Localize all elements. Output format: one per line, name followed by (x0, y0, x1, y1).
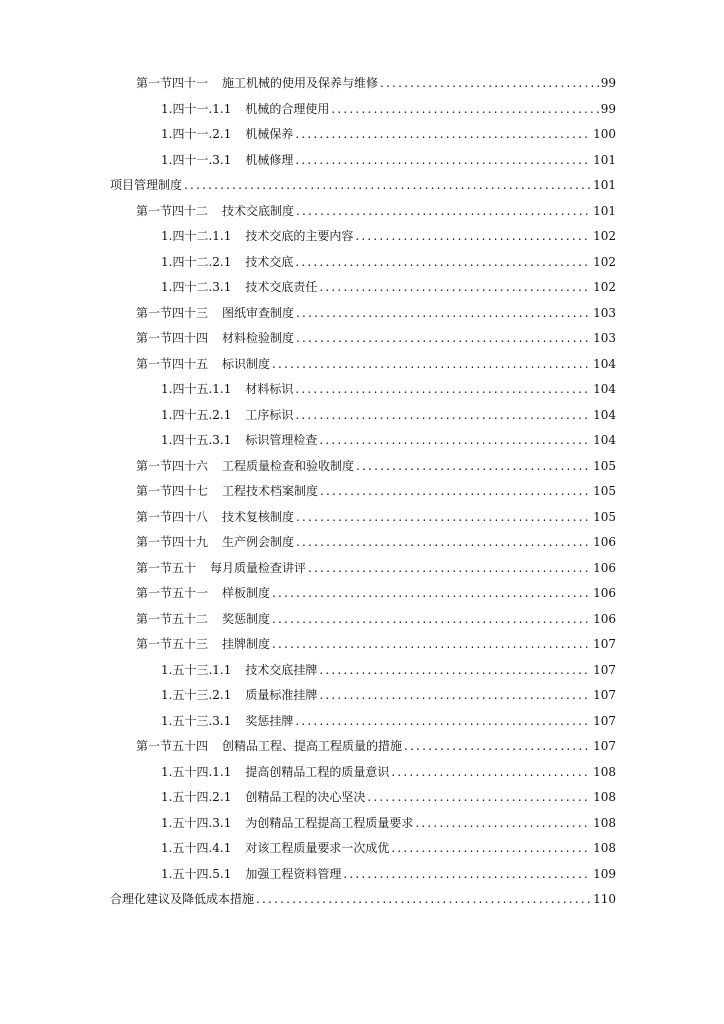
toc-entry-page-number: 99 (600, 101, 616, 116)
toc-entry-page-number: 107 (593, 688, 616, 702)
toc-entry-text: 为创精品工程提高工程质量要求 (245, 815, 414, 830)
toc-entry-page-number: 104 (593, 356, 616, 371)
toc-entry-page-number: 107 (593, 713, 616, 728)
dot-leader (319, 683, 591, 709)
toc-entry-page-number: 103 (593, 331, 616, 345)
toc-entry[interactable] (136, 530, 616, 556)
toc-entry-title (161, 377, 293, 403)
toc-entry[interactable] (161, 760, 616, 786)
dot-leader (380, 71, 599, 97)
toc-entry-text: 加强工程资料管理 (245, 866, 342, 881)
toc-entry-title (110, 887, 254, 913)
dot-leader (319, 275, 591, 301)
toc-entry[interactable] (161, 250, 616, 276)
dot-leader (415, 811, 591, 837)
toc-entry-page-number: 102 (593, 254, 616, 269)
dot-leader (296, 199, 591, 225)
toc-entry[interactable] (161, 709, 616, 735)
toc-entry-page-number: 108 (593, 841, 616, 855)
toc-entry-page-number: 107 (593, 662, 616, 677)
toc-entry-text: 质量标准挂牌 (245, 688, 318, 702)
toc-entry-text: 挂牌制度 (222, 637, 271, 651)
toc-entry-page-number: 101 (593, 178, 616, 192)
toc-entry-number: 第一节四十一 (136, 76, 209, 90)
toc-entry-title (136, 454, 354, 480)
dot-leader (272, 352, 591, 378)
toc-entry[interactable] (161, 148, 616, 174)
dot-leader (295, 709, 591, 735)
toc-entry-text: 项目管理制度 (110, 178, 183, 192)
toc-entry[interactable] (136, 556, 616, 582)
toc-entry-number: 1.四十二.2.1 (161, 254, 232, 269)
toc-entry-title (136, 199, 294, 225)
toc-entry-number: 第一节五十四 (136, 739, 209, 753)
dot-leader (184, 173, 591, 199)
toc-entry[interactable] (136, 326, 616, 352)
dot-leader (272, 632, 591, 658)
toc-entry-number: 第一节四十九 (136, 535, 209, 549)
toc-entry[interactable] (161, 428, 616, 454)
toc-entry[interactable] (136, 607, 616, 633)
toc-entry-page-number: 103 (593, 305, 616, 320)
toc-entry-text: 材料标识 (245, 382, 294, 396)
toc-entry-page-number: 99 (600, 76, 616, 90)
toc-entry[interactable] (136, 454, 616, 480)
toc-entry-number: 1.四十五.3.1 (161, 433, 232, 447)
dot-leader (356, 454, 591, 480)
toc-entry[interactable] (161, 122, 616, 148)
toc-entry-text: 创精品工程、提高工程质量的措施 (222, 739, 403, 753)
dot-leader (296, 505, 591, 531)
dot-leader (320, 479, 591, 505)
dot-leader (296, 530, 591, 556)
toc-entry[interactable] (161, 97, 616, 123)
toc-entry-title (161, 224, 353, 250)
toc-entry-text: 奖惩挂牌 (245, 713, 294, 728)
toc-entry-number: 第一节五十三 (136, 637, 209, 651)
toc-entry-text: 机械保养 (245, 127, 294, 141)
dot-leader (272, 607, 591, 633)
toc-entry-title (136, 581, 270, 607)
toc-entry-title (136, 530, 294, 556)
toc-entry-text: 工序标识 (245, 407, 294, 422)
toc-entry-number: 1.五十三.3.1 (161, 713, 232, 728)
dot-leader (272, 581, 591, 607)
toc-entry-title (161, 683, 317, 709)
toc-entry[interactable] (136, 479, 616, 505)
toc-entry-page-number: 106 (593, 560, 616, 575)
toc-entry[interactable] (161, 377, 616, 403)
toc-entry-text: 技术交底责任 (245, 280, 318, 294)
toc-entry-title (161, 811, 413, 837)
toc-entry-title (161, 97, 329, 123)
dot-leader (295, 250, 591, 276)
toc-entry-page-number: 102 (593, 229, 616, 243)
toc-entry-number: 1.四十一.3.1 (161, 152, 232, 167)
toc-entry-text: 样板制度 (222, 586, 271, 600)
dot-leader (295, 122, 591, 148)
toc-entry[interactable] (136, 734, 616, 760)
toc-entry-page-number: 100 (593, 127, 616, 141)
dot-leader (308, 556, 591, 582)
toc-entry[interactable] (161, 811, 616, 837)
toc-entry-title (136, 352, 270, 378)
toc-entry[interactable] (136, 199, 616, 225)
toc-entry-title (161, 760, 389, 786)
toc-entry-page-number: 109 (593, 866, 616, 881)
toc-entry-text: 技术交底挂牌 (245, 662, 318, 677)
toc-entry-number: 第一节四十四 (136, 331, 209, 345)
dot-leader (343, 862, 591, 888)
toc-entry-title (161, 862, 341, 888)
toc-entry[interactable] (161, 785, 616, 811)
toc-entry-number: 第一节五十一 (136, 586, 209, 600)
toc-entry-page-number: 104 (593, 407, 616, 422)
toc-entry-title (161, 428, 317, 454)
toc-entry-text: 施工机械的使用及保养与维修 (222, 76, 379, 90)
dot-leader (355, 224, 591, 250)
toc-entry-page-number: 105 (593, 458, 616, 473)
toc-entry-title (161, 709, 293, 735)
toc-entry-number: 1.五十四.4.1 (161, 841, 232, 855)
toc-entry-number: 第一节四十七 (136, 484, 209, 498)
toc-entry-title (161, 250, 293, 276)
toc-entry-title (161, 785, 365, 811)
dot-leader (295, 377, 591, 403)
dot-leader (295, 148, 591, 174)
toc-entry[interactable] (161, 403, 616, 429)
toc-entry-page-number: 101 (593, 203, 616, 218)
toc-entry-text: 机械的合理使用 (245, 101, 330, 116)
toc-entry[interactable] (161, 862, 616, 888)
dot-leader (319, 428, 591, 454)
toc-entry[interactable] (161, 275, 616, 301)
toc-entry-page-number: 106 (593, 611, 616, 626)
toc-entry-page-number: 101 (593, 152, 616, 167)
toc-entry-number: 1.四十五.2.1 (161, 407, 232, 422)
toc-entry-page-number: 102 (593, 280, 616, 294)
toc-entry-number: 1.四十一.2.1 (161, 127, 232, 141)
toc-entry-title (136, 607, 270, 633)
dot-leader (367, 785, 591, 811)
toc-entry[interactable] (110, 173, 616, 199)
toc-entry-text: 技术交底的主要内容 (245, 229, 354, 243)
toc-entry-text: 对该工程质量要求一次成优 (245, 841, 390, 855)
toc-entry-number: 1.五十四.1.1 (161, 764, 232, 779)
table-of-contents (0, 71, 724, 913)
toc-entry-title (136, 479, 318, 505)
toc-entry-number: 1.四十二.3.1 (161, 280, 232, 294)
toc-entry-title (161, 148, 293, 174)
toc-entry-text: 材料检验制度 (222, 331, 295, 345)
toc-entry-title (161, 836, 389, 862)
toc-entry-number: 1.五十三.1.1 (161, 662, 232, 677)
toc-entry-page-number: 105 (593, 509, 616, 524)
toc-entry-title (136, 632, 270, 658)
toc-entry[interactable] (136, 352, 616, 378)
toc-entry-number: 第一节四十八 (136, 509, 209, 524)
toc-entry-text: 合理化建议及降低成本措施 (110, 892, 255, 906)
toc-entry-page-number: 110 (593, 892, 616, 906)
toc-entry-text: 标识管理检查 (245, 433, 318, 447)
toc-entry-text: 技术交底制度 (222, 203, 295, 218)
dot-leader (404, 734, 591, 760)
toc-entry[interactable] (161, 683, 616, 709)
toc-entry-text: 提高创精品工程的质量意识 (245, 764, 390, 779)
toc-entry-page-number: 107 (593, 739, 616, 753)
toc-entry[interactable] (136, 632, 616, 658)
toc-entry-number: 1.五十四.3.1 (161, 815, 232, 830)
toc-entry-number: 1.五十三.2.1 (161, 688, 232, 702)
toc-entry-number: 第一节四十三 (136, 305, 209, 320)
toc-entry-number: 1.四十一.1.1 (161, 101, 232, 116)
toc-entry-text: 工程技术档案制度 (222, 484, 319, 498)
toc-entry[interactable] (136, 581, 616, 607)
toc-entry-title (161, 403, 293, 429)
dot-leader (296, 326, 591, 352)
toc-entry[interactable] (136, 301, 616, 327)
toc-entry-number: 第一节五十 (136, 560, 197, 575)
toc-entry-text: 每月质量检查讲评 (210, 560, 307, 575)
dot-leader (296, 301, 591, 327)
dot-leader (256, 887, 591, 913)
toc-entry[interactable] (161, 224, 616, 250)
toc-entry-text: 技术交底 (245, 254, 294, 269)
toc-entry-page-number: 107 (593, 637, 616, 651)
toc-entry-title (136, 326, 294, 352)
toc-entry-text: 创精品工程的决心坚决 (245, 790, 366, 804)
toc-entry-text: 工程质量检查和验收制度 (222, 458, 355, 473)
toc-entry[interactable] (161, 836, 616, 862)
toc-entry-number: 第一节四十二 (136, 203, 209, 218)
toc-entry-page-number: 104 (593, 433, 616, 447)
dot-leader (331, 97, 598, 123)
toc-entry[interactable] (110, 887, 616, 913)
dot-leader (319, 658, 591, 684)
toc-entry-number: 1.四十五.1.1 (161, 382, 232, 396)
dot-leader (391, 760, 591, 786)
toc-entry-title (136, 301, 294, 327)
toc-entry[interactable] (136, 505, 616, 531)
toc-entry-number: 1.四十二.1.1 (161, 229, 232, 243)
toc-entry-text: 奖惩制度 (222, 611, 271, 626)
toc-entry-title (161, 122, 293, 148)
toc-entry-title (161, 658, 317, 684)
toc-entry-text: 图纸审查制度 (222, 305, 295, 320)
toc-entry-title (136, 734, 402, 760)
toc-entry-page-number: 105 (593, 484, 616, 498)
dot-leader (391, 836, 591, 862)
toc-entry[interactable] (161, 658, 616, 684)
toc-entry-page-number: 108 (593, 790, 616, 804)
toc-entry-page-number: 108 (593, 764, 616, 779)
toc-entry-page-number: 106 (593, 586, 616, 600)
toc-entry-number: 第一节五十二 (136, 611, 209, 626)
toc-entry-title (161, 275, 317, 301)
toc-entry-title (136, 556, 306, 582)
toc-entry-number: 第一节四十六 (136, 458, 209, 473)
toc-entry-title (110, 173, 182, 199)
dot-leader (295, 403, 591, 429)
toc-entry-text: 生产例会制度 (222, 535, 295, 549)
toc-entry-text: 机械修理 (245, 152, 294, 167)
toc-entry-title (136, 71, 378, 97)
toc-entry-text: 技术复核制度 (222, 509, 295, 524)
toc-entry-number: 1.五十四.2.1 (161, 790, 232, 804)
toc-entry-number: 第一节四十五 (136, 356, 209, 371)
toc-entry-page-number: 104 (593, 382, 616, 396)
toc-entry-page-number: 106 (593, 535, 616, 549)
toc-entry[interactable] (136, 71, 616, 97)
toc-entry-text: 标识制度 (222, 356, 271, 371)
toc-entry-title (136, 505, 294, 531)
toc-entry-page-number: 108 (593, 815, 616, 830)
toc-entry-number: 1.五十四.5.1 (161, 866, 232, 881)
